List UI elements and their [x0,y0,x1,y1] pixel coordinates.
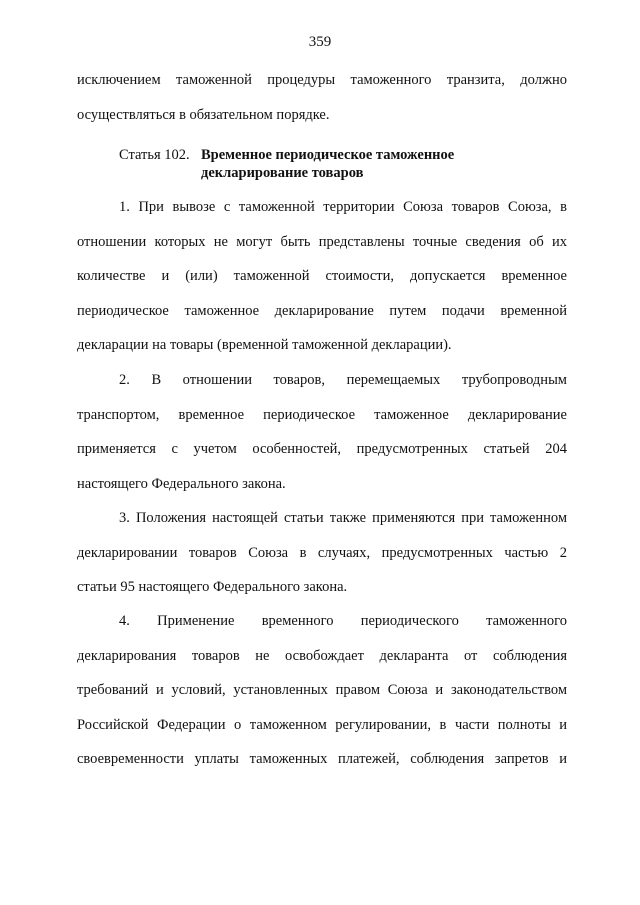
text-line: периодическое таможенное декларирование путем подачи временной [77,302,567,319]
paragraph-4 [77,604,567,777]
text-line: настоящего Федерального закона. [77,475,286,492]
paragraph-3 [77,501,567,605]
text-line: исключением таможенной процедуры таможенного транзита, должно [77,72,567,88]
text-line: Российской Федерации о таможенном регулировании, в части полноты и [77,716,567,733]
text-line: применяется с учетом особенностей, предусмотренных статьей 204 [77,441,567,458]
text-line: 1. При вывозе с таможенной территории Союза товаров Союза, в [119,199,567,215]
page-number: 359 [308,34,332,50]
text-line: декларировании товаров Союза в случаях, предусмотренных частью 2 [77,544,567,561]
intro-paragraph [77,63,567,132]
paragraph-2 [77,363,567,501]
text-line: декларирования товаров не освобождает декларанта от соблюдения [77,647,567,664]
text-line: количестве и (или) таможенной стоимости, допускается временное [77,268,567,285]
paragraph-1 [77,190,567,363]
article-label: Статья 102. [119,147,190,163]
text-line: осуществляться в обязательном порядке. [77,106,330,123]
article-title [201,146,521,182]
article-title-line: декларирование товаров [201,165,364,181]
text-line: декларации на товары (временной таможенной декларации). [77,337,452,354]
text-line: 2. В отношении товаров, перемещаемых трубопроводным [119,372,567,388]
article-title-line: Временное периодическое таможенное [201,147,455,163]
text-line: статьи 95 настоящего Федерального закона. [77,579,348,596]
text-line: 4. Применение временного периодического таможенного [119,613,567,629]
text-line: 3. Положения настоящей статьи также применяются при таможенном [119,510,567,526]
text-line: отношении которых не могут быть представлены точные сведения об их [77,233,567,250]
text-line: транспортом, временное периодическое таможенное декларирование [77,406,567,423]
text-line: требований и условий, установленных правом Союза и законодательством [77,682,567,699]
text-line: своевременности уплаты таможенных платежей, соблюдения запретов и [77,751,567,768]
